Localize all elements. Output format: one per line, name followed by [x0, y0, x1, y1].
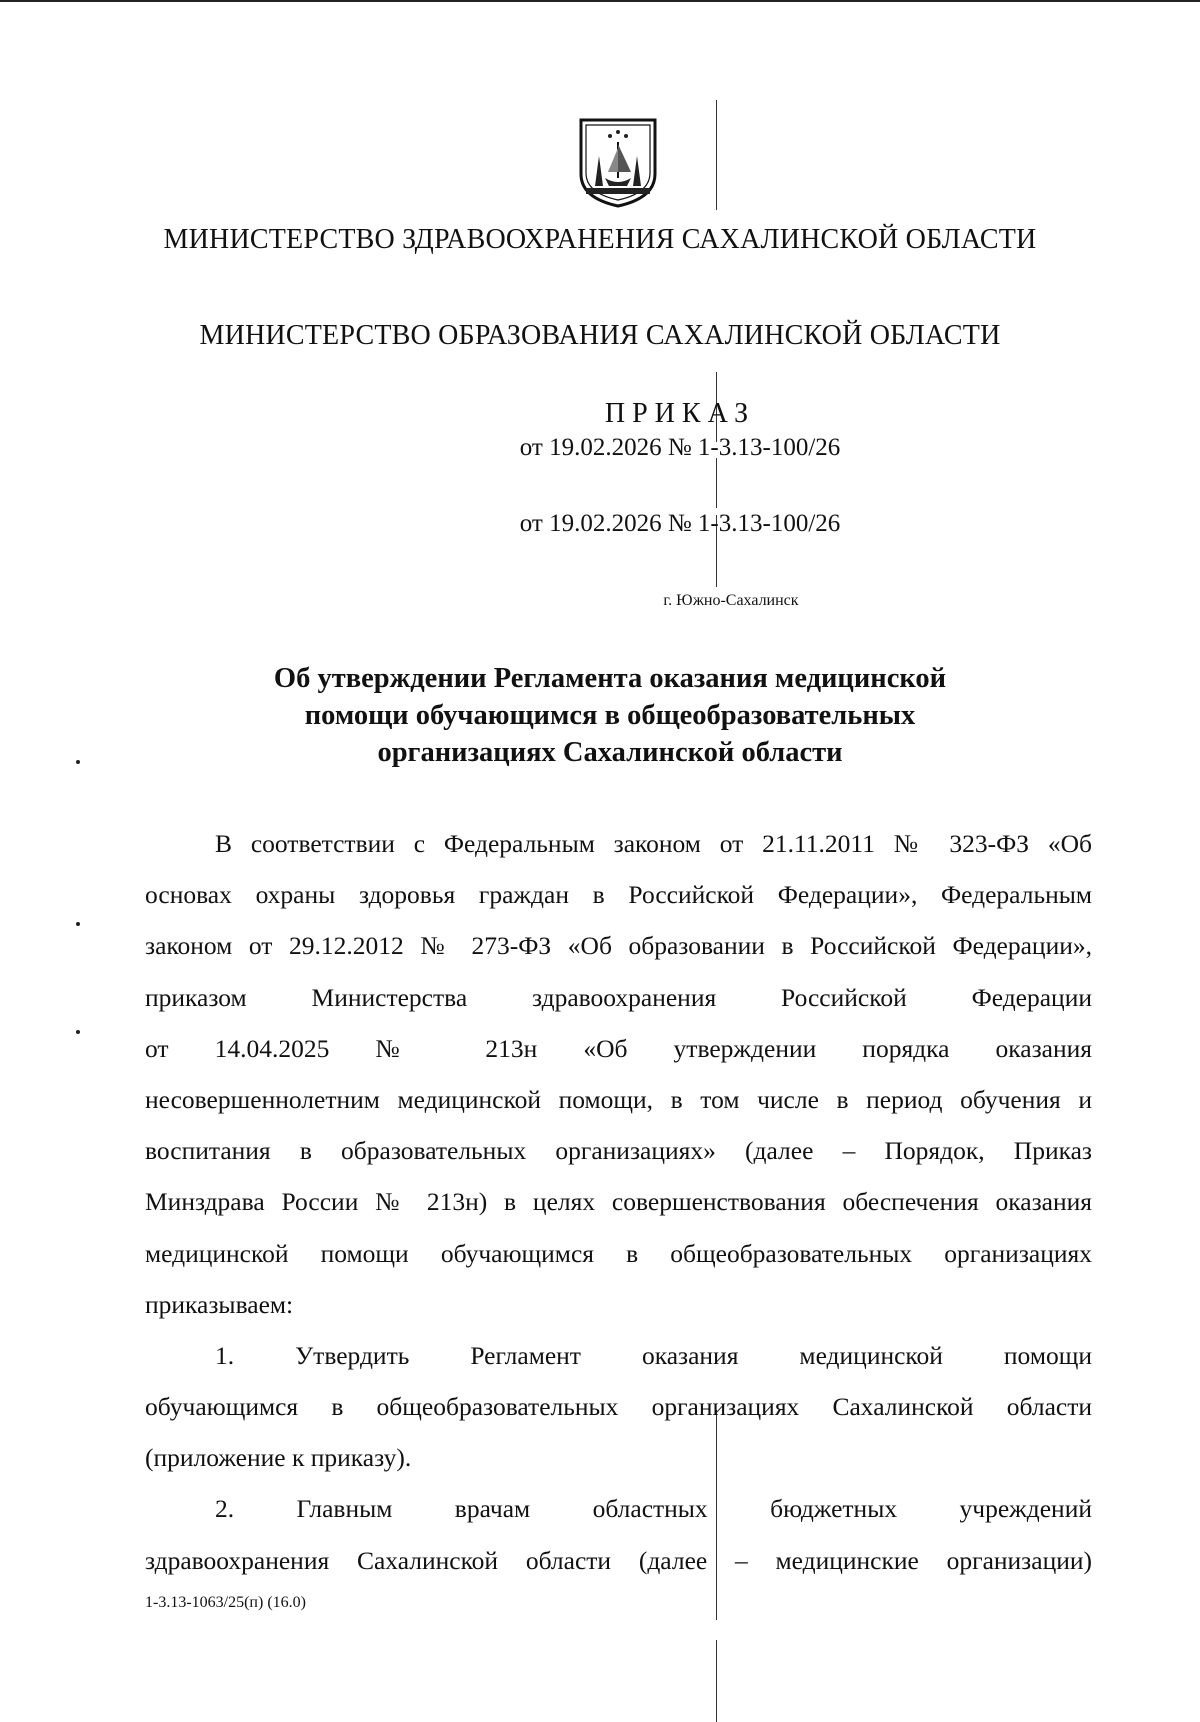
title-line: организациях Сахалинской области: [377, 737, 843, 768]
document-body: [145, 818, 1092, 1586]
body-line: воспитания в образовательных организациях» (далее – Порядок, Приказ: [145, 1136, 1092, 1166]
body-line: медицинской помощи обучающимся в общеобразовательных организациях: [145, 1238, 1092, 1268]
speck: [76, 760, 80, 764]
fold-line: [716, 1640, 717, 1722]
body-line: приказываем:: [145, 1289, 294, 1319]
document-title: [140, 660, 1080, 771]
body-line: (приложение к приказу).: [145, 1443, 412, 1473]
order-number-line: от 19.02.2026 № 1-3.13-100/26: [519, 510, 841, 537]
body-line: от 14.04.2025 № 213н «Об утверждении порядка оказания: [145, 1033, 1092, 1063]
body-line: несовершеннолетним медицинской помощи, в том числе в период обучения и: [145, 1084, 1092, 1114]
ministry-health-heading: МИНИСТЕРСТВО ЗДРАВООХРАНЕНИЯ САХАЛИНСКОЙ ОБЛАСТИ: [163, 224, 1037, 255]
body-line: 1. Утвердить Регламент оказания медицинской помощи: [215, 1340, 1092, 1370]
city-line: г. Южно-Сахалинск: [663, 592, 799, 609]
body-line: обучающимся в общеобразовательных организациях Сахалинской области: [145, 1392, 1092, 1422]
body-line: В соответствии с Федеральным законом от 21.11.2011 № 323-ФЗ «Об: [215, 829, 1092, 858]
title-line: Об утверждении Регламента оказания медицинской: [273, 663, 947, 694]
document-code: 1-3.13-1063/25(п) (16.0): [145, 1594, 306, 1611]
scan-edge: [0, 0, 1200, 2]
body-line: законом от 29.12.2012 № 273-ФЗ «Об образовании в Российской Федерации»,: [145, 931, 1092, 961]
fold-line: [716, 458, 717, 508]
body-line: здравоохранения Сахалинской области (далее – медицинские организации): [145, 1545, 1092, 1575]
body-line: 2. Главным врачам областных бюджетных учреждений: [215, 1494, 1092, 1524]
order-number-line: от 19.02.2026 № 1-3.13-100/26: [519, 434, 841, 461]
speck: [76, 922, 80, 926]
speck: [76, 1030, 80, 1034]
body-line: Минздрава России № 213н) в целях совершенствования обеспечения оказания: [145, 1187, 1092, 1217]
coat-of-arms-icon: [577, 116, 659, 208]
title-line: помощи обучающимся в общеобразовательных: [304, 700, 916, 731]
body-line: основах охраны здоровья граждан в Российской Федерации», Федеральным: [145, 880, 1092, 910]
fold-line: [716, 100, 717, 210]
document-type-heading: ПРИКАЗ: [604, 398, 756, 429]
body-line: приказом Министерства здравоохранения Российской Федерации: [145, 982, 1092, 1012]
ministry-education-heading: МИНИСТЕРСТВО ОБРАЗОВАНИЯ САХАЛИНСКОЙ ОБЛАСТИ: [199, 320, 1001, 351]
